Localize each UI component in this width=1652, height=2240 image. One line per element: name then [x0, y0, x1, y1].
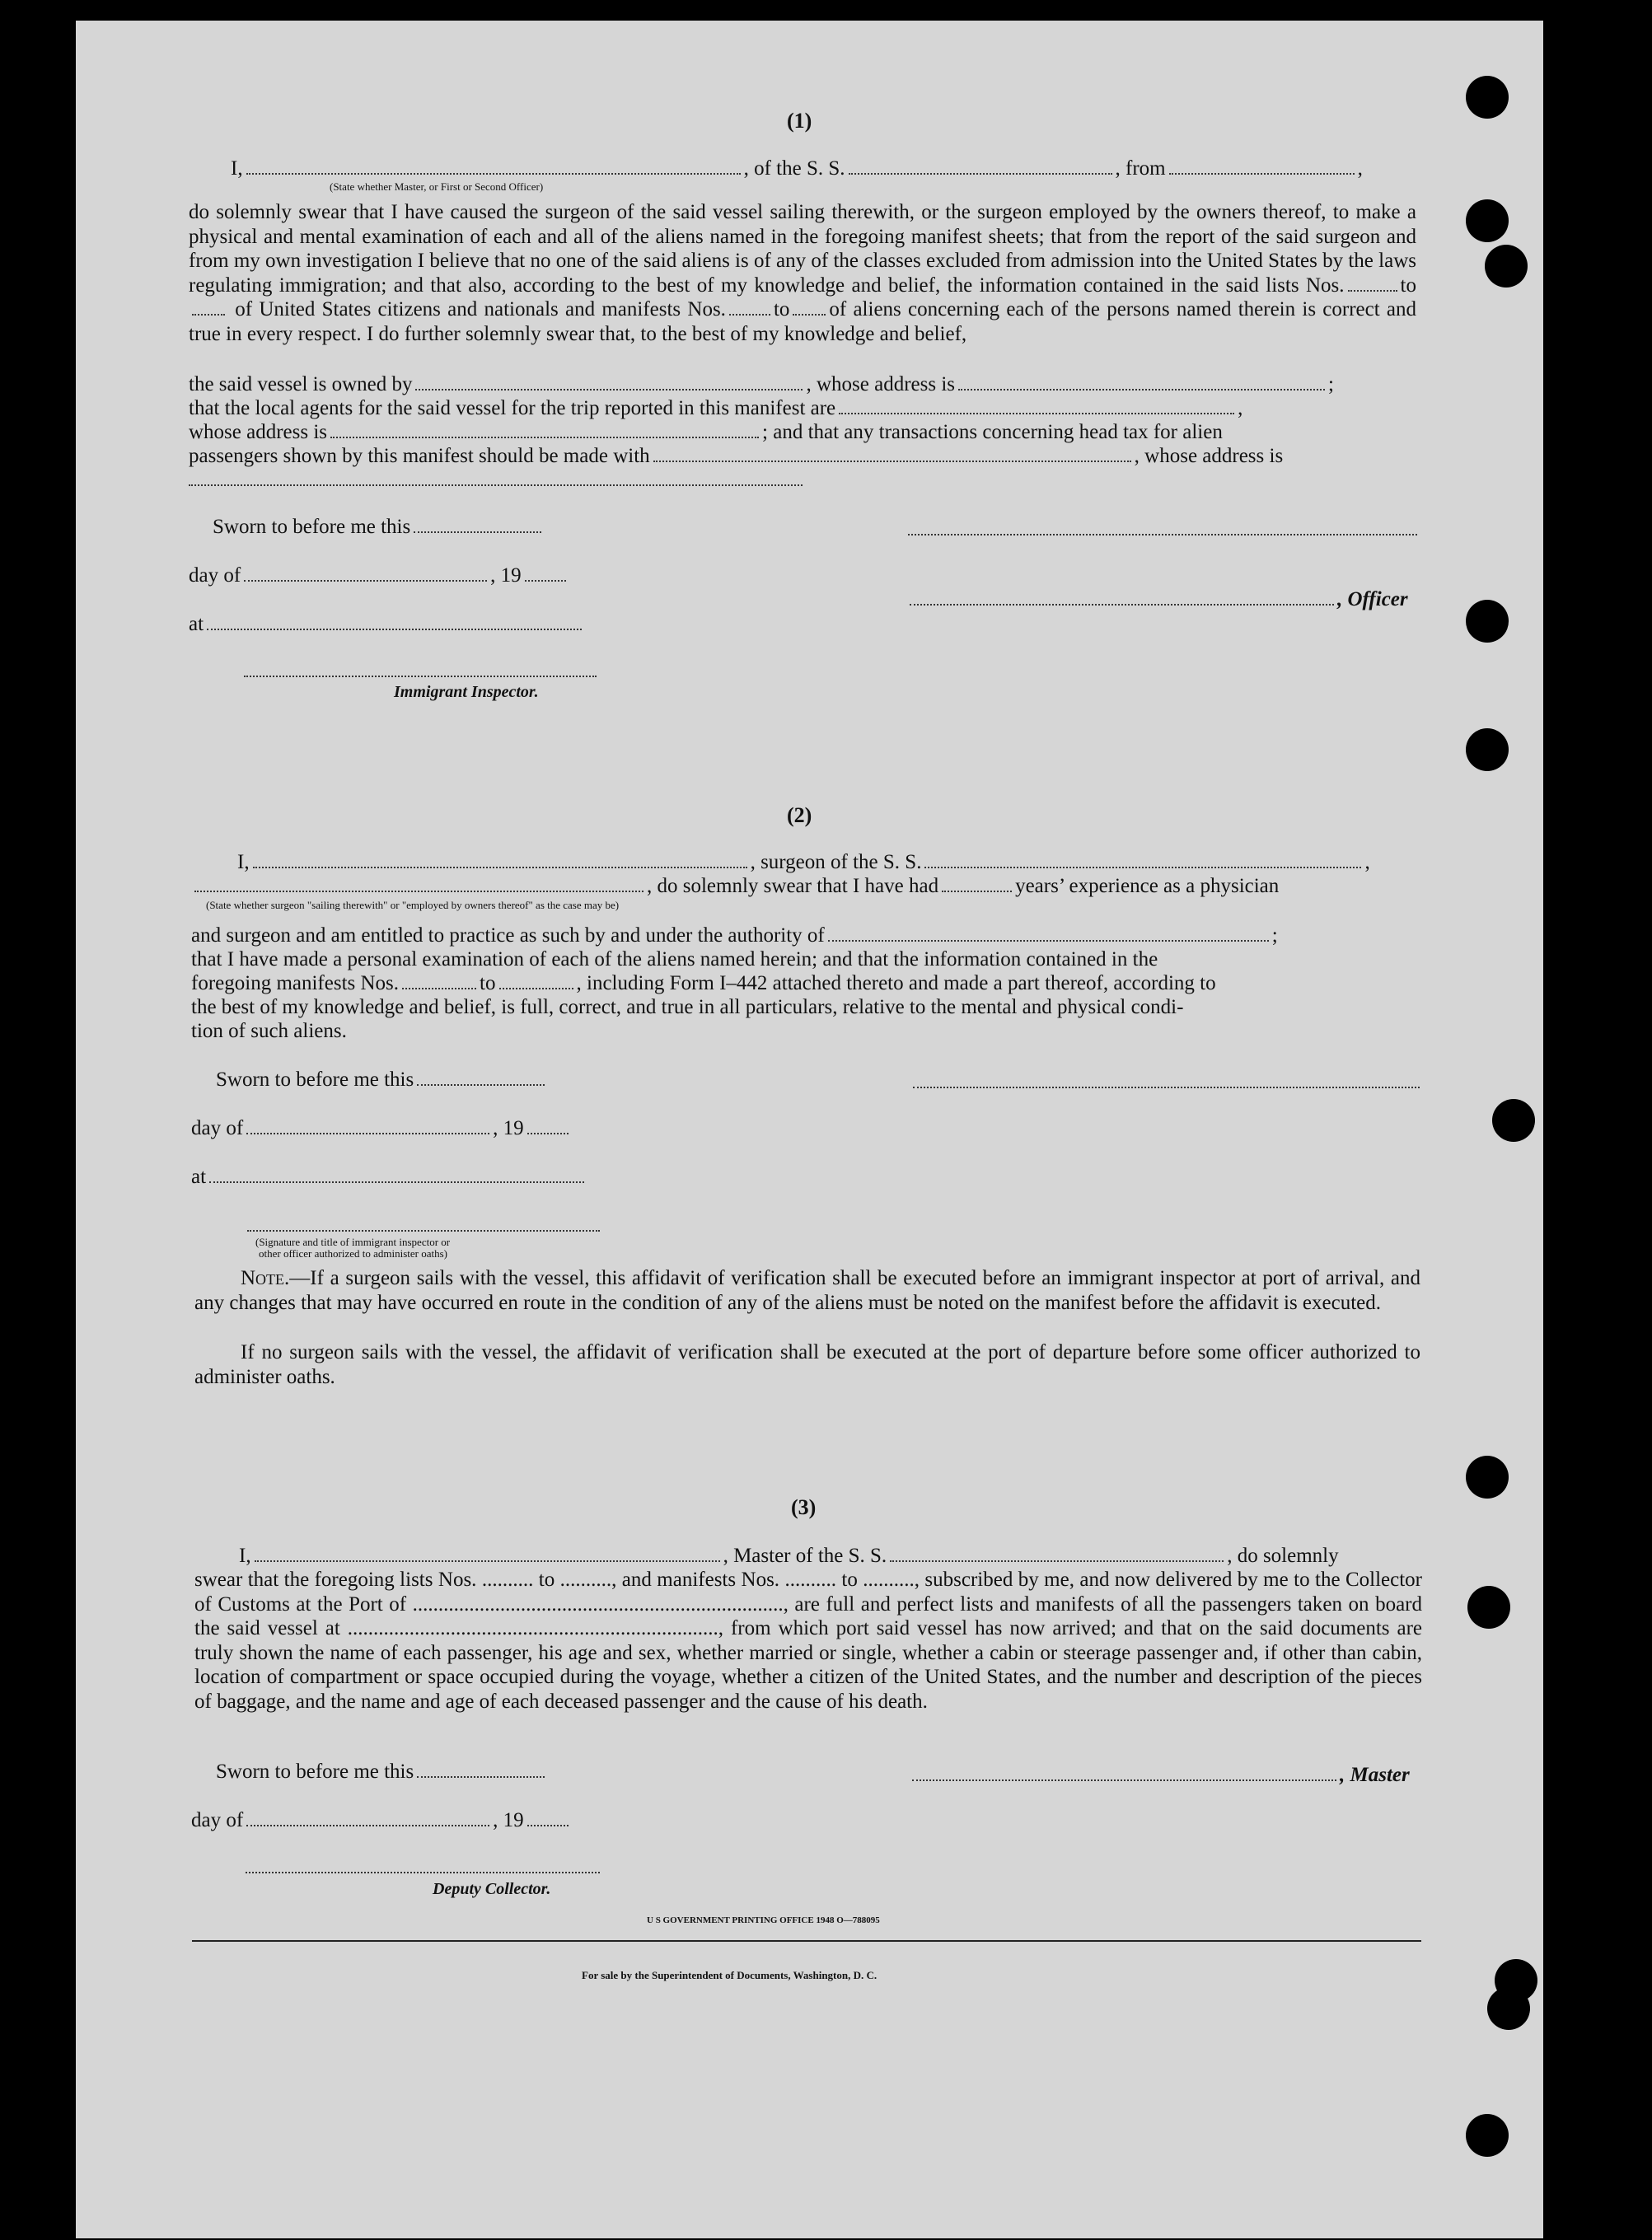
blank-month[interactable]	[246, 1116, 489, 1134]
blank-oath-signature[interactable]	[247, 1230, 600, 1232]
text-whose-address-end: , whose address is	[1134, 445, 1284, 467]
blank-year[interactable]	[527, 1808, 569, 1826]
blank-surgeon-status[interactable]	[194, 874, 643, 892]
section-3-number: (3)	[791, 1495, 817, 1519]
section-1-number: (1)	[787, 109, 812, 133]
text-concerning: of aliens concerning each of the persons named	[829, 298, 1232, 320]
section-1-line-1: I, , of the S. S. , from ,	[231, 157, 1363, 180]
blank-year[interactable]	[527, 1116, 569, 1134]
text-sworn: Sworn to before me this	[213, 516, 411, 538]
section-2-number: (2)	[787, 803, 812, 827]
signature-caption-1: (Signature and title of immigrant inspector or	[255, 1236, 451, 1248]
immigrant-inspector-label: Immigrant Inspector.	[394, 683, 539, 701]
signature-caption-2: other officer authorized to administer oaths)	[259, 1247, 447, 1260]
text-from: , from	[1115, 157, 1166, 180]
master-caption: (State whether Master, or First or Second Officer)	[330, 180, 544, 193]
blank-lists-to[interactable]	[192, 297, 225, 316]
blank-head-tax[interactable]	[653, 444, 1131, 462]
blank-surgeon-vessel[interactable]	[924, 850, 1361, 868]
note-paragraph-2	[194, 1340, 1420, 1389]
blank-month[interactable]	[244, 564, 487, 582]
blank-agents-address[interactable]	[330, 420, 759, 438]
blank-deputy-signature[interactable]	[246, 1872, 600, 1873]
section-3-body: swear that the foregoing lists Nos. .......... to .........., and manifests Nos. .......... to .........., subscribed by me, and now delivered by me to the Collector of Customs at the Port of ........................................................................, are full and perfect lists and manifests of all the passengers taken on board the said vessel at ........................................................................, from which port said vessel has now arrived; and that on the said documents are truly shown the name of each passenger, his age and sex, whether married or single, whether a cabin or steerage passenger and, if other than cabin, location of compartment or space occupied during the voyage, whether a citizen of the United States, and the number and description of the pieces of baggage, and the name and age of each deceased passenger and the cause of his death.	[194, 1569, 1422, 1713]
punch-hole	[1467, 1586, 1510, 1629]
blank-surgeon-signature[interactable]	[913, 1087, 1420, 1088]
tion-line	[191, 1019, 347, 1044]
blank-lists-from[interactable]	[1348, 274, 1397, 292]
section-2-line-2	[191, 874, 1279, 899]
text-officer: , Officer	[1337, 588, 1408, 610]
blank-sworn-day[interactable]	[417, 1068, 545, 1086]
note-paragraph	[194, 1266, 1420, 1315]
text-local-agents: that the local agents for the said vessel for the trip reported in this manifest are	[189, 397, 836, 419]
text-transactions: ; and that any transactions concerning head tax for alien	[762, 421, 1223, 443]
text-including: , including Form I–442 attached thereto and made a part thereof, according to	[576, 972, 1216, 994]
owned-by-line: the said vessel is owned by , whose address is ;	[189, 373, 1334, 395]
personal-exam-line	[191, 947, 1158, 972]
sworn-line-1	[213, 515, 545, 540]
blank-years[interactable]	[942, 874, 1012, 892]
blank-at-place[interactable]	[209, 1165, 584, 1183]
punch-hole	[1466, 728, 1509, 771]
text-years-exp: years’ experience as a physician	[1015, 875, 1280, 897]
blank-manifests-to[interactable]	[793, 297, 826, 316]
passengers-line	[189, 444, 1283, 469]
text-day-of: day of	[191, 1809, 244, 1831]
text-year: , 19	[490, 564, 522, 587]
blank-sworn-day[interactable]	[414, 515, 541, 533]
footer-rule	[192, 1940, 1421, 1942]
bleed-through-text	[247, 103, 256, 133]
blank-month[interactable]	[246, 1808, 489, 1826]
note-text: —If a surgeon sails with the vessel, this affidavit of verification shall be executed before an immigrant inspector at port of arrival, and any changes that may have occurred en route in the condition of any of the aliens must be noted on the manifest before the affidavit is executed.	[194, 1267, 1420, 1314]
punch-hole	[1466, 76, 1509, 119]
for-sale-note: For sale by the Superintendent of Documents, Washington, D. C.	[582, 1969, 877, 1981]
text-personal-exam: that I have made a personal examination of each of the aliens named herein; and that the information contained in the	[191, 948, 1158, 970]
printing-office-imprint: U S GOVERNMENT PRINTING OFFICE 1948 O—788095	[647, 1915, 880, 1925]
at-line-2	[191, 1165, 587, 1190]
text-to: to	[480, 972, 496, 994]
whose-address-line	[189, 420, 1223, 445]
text-year: , 19	[493, 1117, 524, 1139]
blank-sworn-day[interactable]	[417, 1760, 545, 1778]
text-whose-address: , whose address is	[806, 373, 956, 395]
blank-year[interactable]	[525, 564, 566, 582]
text-master: , Master	[1340, 1764, 1410, 1786]
text-sworn: Sworn to before me this	[216, 1761, 414, 1783]
blank-manifests-from[interactable]	[729, 297, 770, 316]
section-1-body	[189, 200, 1416, 346]
blank-officer[interactable]	[246, 157, 741, 175]
blank-head-tax-address[interactable]	[189, 484, 803, 486]
blank-master-name[interactable]	[255, 1544, 720, 1562]
text-sworn: Sworn to before me this	[216, 1069, 414, 1091]
note-label: Note.	[241, 1267, 290, 1289]
text-best: the best of my knowledge and belief, is full, correct, and true in all particulars, relative to the mental and physical condi-	[191, 996, 1184, 1018]
punch-hole	[1466, 1456, 1509, 1499]
punch-hole	[1466, 600, 1509, 643]
sworn-line-3	[216, 1760, 548, 1784]
text-day-of: day of	[189, 564, 241, 587]
officer-line	[906, 587, 1408, 612]
text-day-of: day of	[191, 1117, 244, 1139]
text-further-swear: therein is correct and true in every respect. I do further solemnly swear that, to the best of my knowledge and belief,	[189, 298, 1417, 345]
text-at: at	[189, 613, 204, 635]
punch-hole	[1466, 199, 1509, 242]
blank-from[interactable]	[1169, 157, 1355, 175]
at-line-1	[189, 612, 585, 637]
section-2-line-1: I, , surgeon of the S. S. ,	[237, 851, 1370, 873]
local-agents-line: that the local agents for the said vessel for the trip reported in this manifest are ,	[189, 397, 1243, 419]
text-i: I,	[237, 851, 250, 873]
text-owned-by: the said vessel is owned by	[189, 373, 413, 395]
blank-owner-address[interactable]	[958, 372, 1325, 390]
text-foregoing: foregoing manifests Nos.	[191, 972, 400, 994]
text-to: to	[1400, 274, 1416, 297]
day-of-line-1	[189, 564, 569, 588]
blank-manifests-to[interactable]	[499, 971, 573, 989]
text-of-ss: , of the S. S.	[743, 157, 845, 180]
blank-inspector-signature[interactable]	[244, 676, 597, 677]
text-surgeon-of: , surgeon of the S. S.	[750, 851, 922, 873]
sworn-line-2	[216, 1068, 548, 1092]
text-manifests: of United States citizens and nationals and manifests Nos.	[235, 298, 726, 320]
day-of-line-2	[191, 1116, 572, 1141]
blank-master-signature[interactable]	[912, 1763, 1336, 1781]
day-of-line-3	[191, 1808, 572, 1833]
text-i: I,	[231, 157, 243, 180]
master-signature-line	[909, 1763, 1410, 1788]
text-master-of: , Master of the S. S.	[723, 1545, 887, 1567]
section-1-body-text: do solemnly swear that I have caused the surgeon of the said vessel sailing therewith, or the surgeon employed by the owners thereof, to make a physical and mental examination of each and all of the aliens named in the foregoing manifest sheets; that from the report of the said surgeon and from my own investigation I believe that no one of the said aliens is of any of the classes excluded from admission into the United States by the laws regulating immigration; and that also, according to the best of my knowledge and belief, the information contained in the said lists Nos.	[189, 201, 1416, 297]
text-year: , 19	[493, 1809, 524, 1831]
punch-hole	[1485, 245, 1528, 288]
blank-surgeon-name[interactable]	[253, 850, 747, 868]
section-3-line-1	[239, 1544, 1339, 1569]
punch-hole	[1492, 1099, 1535, 1142]
deputy-collector-label: Deputy Collector.	[433, 1880, 551, 1898]
blank-authority[interactable]	[828, 924, 1269, 942]
blank-owner[interactable]	[415, 372, 803, 390]
text-authority: and surgeon and am entitled to practice as such by and under the authority of	[191, 924, 825, 947]
punch-hole	[1466, 2114, 1509, 2157]
blank-officer-signature[interactable]	[910, 587, 1334, 606]
blank-manifests-from[interactable]	[402, 971, 476, 989]
authority-line: and surgeon and am entitled to practice as such by and under the authority of ;	[191, 924, 1278, 947]
text-whose-address-is: whose address is	[189, 421, 328, 443]
blank-vessel[interactable]	[849, 157, 1112, 175]
text-passengers: passengers shown by this manifest should be made with	[189, 445, 650, 467]
text-do-solemnly: , do solemnly	[1227, 1545, 1339, 1567]
text-to: to	[773, 298, 790, 320]
note-text-2: If no surgeon sails with the vessel, the affidavit of verification shall be executed at the port of departure before some officer authorized to administer oaths.	[194, 1341, 1420, 1388]
blank-at-place[interactable]	[207, 612, 582, 630]
text-i: I,	[239, 1545, 251, 1567]
blank-signature-master[interactable]	[908, 534, 1417, 535]
text-swear-had: , do solemnly swear that I have had	[647, 875, 939, 897]
blank-master-vessel[interactable]	[890, 1544, 1224, 1562]
blank-local-agents[interactable]	[839, 396, 1234, 414]
foregoing-line	[191, 971, 1216, 996]
surgeon-caption: (State whether surgeon "sailing therewith" or "employed by owners thereof" as the case may be)	[206, 899, 620, 911]
best-line	[191, 995, 1183, 1020]
text-tion: tion of such aliens.	[191, 1020, 347, 1042]
text-at: at	[191, 1166, 207, 1188]
punch-hole	[1487, 1987, 1530, 2030]
